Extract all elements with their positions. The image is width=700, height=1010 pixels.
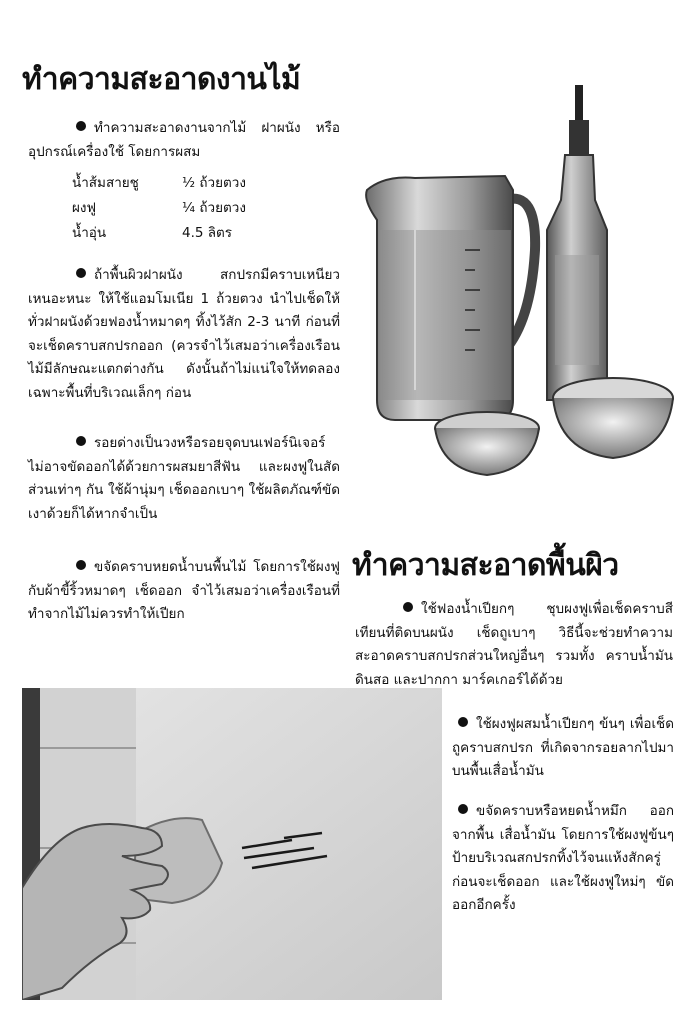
bullet-icon bbox=[458, 804, 468, 814]
ingredient-amount: ¹⁄₄ ถ้วยตวง bbox=[182, 200, 246, 216]
intro-text: ทำความสะอาดงานจากไม้ ฝาผนัง หรืออุปกรณ์เครื่องใช้ โดยการผสม bbox=[28, 120, 340, 160]
measuring-pitcher bbox=[366, 176, 535, 420]
ingredient-amount: 4.5 ลิตร bbox=[182, 225, 233, 241]
paragraph-text: ถ้าพื้นผิวฝาผนัง สกปรกมีคราบเหนียวเหนอะหนะ ให้ใช้แอมโมเนีย 1 ถ้วยตวง นำไปเช็ดให้ทั่วฝาผนังด้วยฟองน้ำหมาดๆ ทิ้งไว้สัก 2-3 นาที ก่อนที่จะเช็ดคราบสกปรกออก (ควรจำไว้เสมอว่าเครื่องเรือนไม้มีลักษณะแตกต่างกัน ดังนั้นถ้าไม่แน่ใจให้ทดลองเฉพาะพื้นที่บริเวณเล็กๆ ก่อน bbox=[28, 267, 340, 401]
ingredient-name: ผงฟู bbox=[72, 200, 97, 216]
ingredient-name: น้ำส้มสายชู bbox=[72, 175, 139, 191]
section1-paragraph bbox=[28, 556, 340, 627]
paragraph-text: ขจัดคราบหยดน้ำบนพื้นไม้ โดยการใช้ผงฟูกับผ้าขี้ริ้วหมาดๆ เช็ดออก จำไว้เสมอว่าเครื่องเรือนที่ทำจากไม้ไม่ควรทำให้เปียก bbox=[28, 559, 340, 622]
large-glass-bowl bbox=[553, 378, 673, 458]
ingredient-name: น้ำอุ่น bbox=[72, 225, 107, 241]
ingredient-amount: ¹⁄₂ ถ้วยตวง bbox=[182, 175, 246, 191]
section2-paragraph bbox=[355, 598, 673, 692]
section1-paragraph bbox=[28, 432, 340, 526]
small-glass-bowl bbox=[435, 412, 539, 475]
bullet-icon bbox=[76, 560, 86, 570]
bullet-icon bbox=[76, 436, 86, 446]
oil-bottle bbox=[547, 85, 607, 400]
section2-title: ทำความสะอาดพื้นผิว bbox=[352, 548, 619, 583]
section1-paragraph bbox=[28, 264, 340, 405]
bullet-icon bbox=[458, 717, 468, 727]
bullet-icon bbox=[76, 121, 86, 131]
wall-cleaning-photo bbox=[22, 688, 442, 1000]
bullet-icon bbox=[403, 602, 413, 612]
bullet-icon bbox=[76, 268, 86, 278]
section2-paragraph bbox=[452, 713, 674, 784]
section1-title: ทำความสะอาดงานไม้ bbox=[22, 62, 301, 97]
paragraph-text: ใช้ฟองน้ำเปียกๆ ชุบผงฟูเพื่อเช็ดคราบสีเทียนที่ติดบนผนัง เช็ดถูเบาๆ วิธีนี้จะช่วยทำความสะอาดคราบสกปรกส่วนใหญ่อื่นๆ รวมทั้ง คราบน้ำมันดินสอ และปากกา มาร์คเกอร์ได้ด้วย bbox=[355, 601, 673, 688]
section2-paragraph bbox=[452, 800, 674, 918]
section1-intro bbox=[28, 117, 340, 164]
pitcher-bottle-photo bbox=[355, 80, 685, 500]
paragraph-text: ขจัดคราบหรือหยดน้ำหมึก ออกจากพื้น เสื่อน้ำมัน โดยการใช้ผงฟูข้นๆ ป้ายบริเวณสกปรกทิ้งไว้จนแห้งสักครู่ ก่อนจะเช็ดออก และใช้ผงฟูใหม่ๆ ขัดออกอีกครั้ง bbox=[452, 803, 674, 913]
paragraph-text: รอยด่างเป็นวงหรือรอยจุดบนเฟอร์นิเจอร์ไม่อาจขัดออกได้ด้วยการผสมยาสีฟัน และผงฟูในสัดส่วนเท่าๆ กัน ใช้ผ้านุ่มๆ เช็ดออกเบาๆ ใช้ผลิตภัณฑ์ขัดเงาด้วยก็ได้หากจำเป็น bbox=[28, 435, 340, 522]
paragraph-text: ใช้ผงฟูผสมน้ำเปียกๆ ข้นๆ เพื่อเช็ดถูคราบสกปรก ที่เกิดจากรอยลากไปมาบนพื้นเสื่อน้ำมัน bbox=[452, 716, 674, 779]
